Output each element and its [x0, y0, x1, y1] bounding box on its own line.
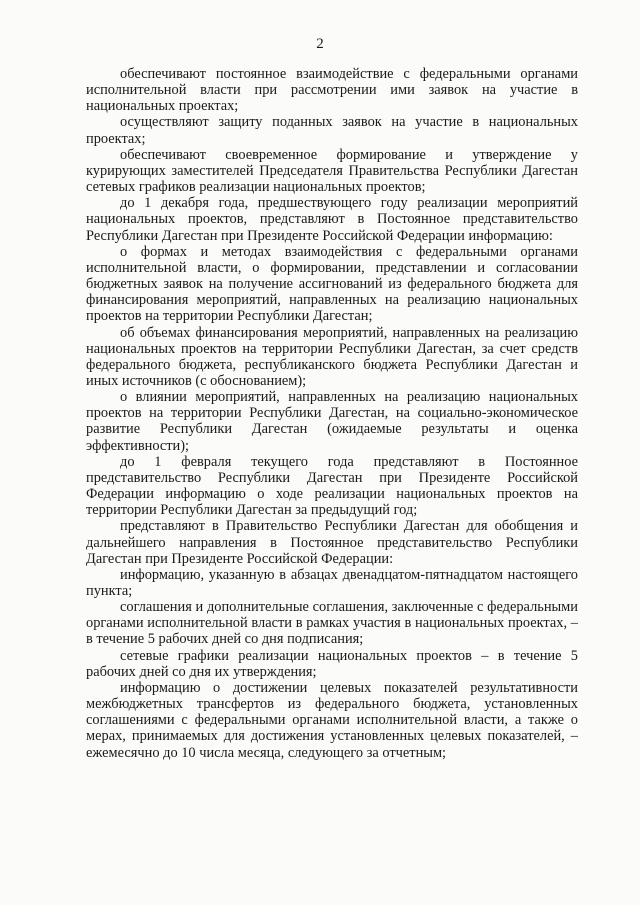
- paragraph: информацию о достижении целевых показателей результативности межбюджетных трансфертов из федерального бюджета, установленных соглашениями с федеральными органами исполнительной власти, а также о мерах, принимаемых для достижения установленных целевых показателей, – ежемесячно до 10 числа месяца, следующего за отчетным;: [86, 679, 578, 761]
- page-number: 2: [316, 36, 324, 52]
- paragraph: о формах и методах взаимодействия с федеральными органами исполнительной власти, о формировании, представлении и согласовании бюджетных заявок на получение ассигнований из федерального бюджета для финансирования мероприятий, направленных на реализацию национальных проектов на территории Республики Дагестан;: [86, 243, 578, 325]
- paragraph: о влиянии мероприятий, направленных на реализацию национальных проектов на территории Республики Дагестан, на социально-экономическое развитие Республики Дагестан (ожидаемые результаты и оценка эффективности);: [86, 389, 578, 454]
- paragraph: осуществляют защиту поданных заявок на участие в национальных проектах;: [86, 114, 578, 147]
- paragraph: об объемах финансирования мероприятий, направленных на реализацию национальных проектов на территории Республики Дагестан, за счет средств федерального бюджета, республиканского бюджета Республики Дагестан и иных источников (с обоснованием);: [86, 324, 578, 389]
- paragraph: обеспечивают своевременное формирование и утверждение у курирующих заместителей Председателя Правительства Республики Дагестан сетевых графиков реализации национальных проектов;: [86, 146, 578, 196]
- paragraph: до 1 февраля текущего года представляют в Постоянное представительство Республики Дагестан при Президенте Российской Федерации информацию о ходе реализации национальных проектов на территории Республики Дагестан за предыдущий год;: [86, 453, 578, 519]
- paragraph: представляют в Правительство Республики Дагестан для обобщения и дальнейшего направления в Постоянное представительство Республики Дагестан при Президенте Российской Федерации:: [86, 518, 578, 567]
- paragraph: обеспечивают постоянное взаимодействие с федеральными органами исполнительной власти при рассмотрении ими заявок на участие в национальных проектах;: [86, 66, 578, 115]
- paragraph: до 1 декабря года, предшествующего году реализации мероприятий национальных проектов, представляют в Постоянное представительство Республики Дагестан при Президенте Российской Федерации информацию:: [86, 195, 578, 244]
- paragraph: соглашения и дополнительные соглашения, заключенные с федеральными органами исполнительной власти в рамках участия в национальных проектах, – в течение 5 рабочих дней со дня подписания;: [86, 599, 578, 648]
- paragraph: сетевые графики реализации национальных проектов – в течение 5 рабочих дней со дня их утверждения;: [86, 647, 578, 680]
- paragraph: информацию, указанную в абзацах двенадцатом-пятнадцатом настоящего пункта;: [86, 566, 578, 599]
- document-body: [86, 66, 578, 761]
